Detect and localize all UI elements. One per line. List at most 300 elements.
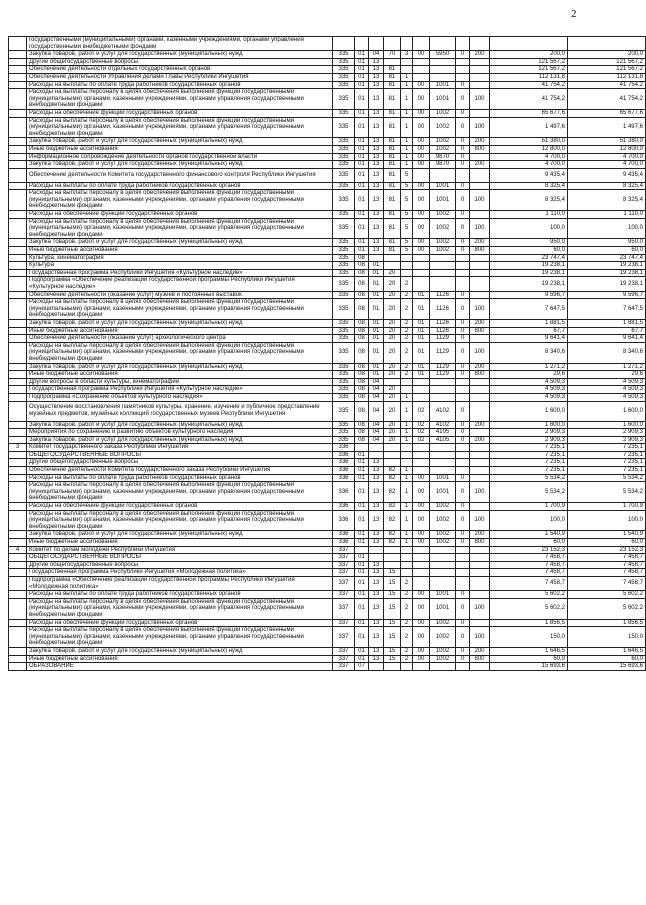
code-section: 01 xyxy=(355,655,369,663)
code-event: 02 xyxy=(413,401,430,421)
row-number xyxy=(9,598,27,619)
amount-year-2: 19 238,1 xyxy=(568,269,646,277)
code-direction: 1001 xyxy=(430,482,456,503)
table-row xyxy=(9,576,646,590)
code-direction: 1001 xyxy=(430,89,456,110)
code-event xyxy=(413,444,430,452)
amount-year-2: 4 509,3 xyxy=(568,378,646,386)
code-expense-type: 200 xyxy=(470,161,490,169)
code-program: 81 xyxy=(384,145,401,153)
code-suffix: 0 xyxy=(456,627,470,648)
code-ministry: 335 xyxy=(333,239,355,247)
code-suffix: 0 xyxy=(456,335,470,343)
code-direction: 4102 xyxy=(430,401,456,421)
code-program: 15 xyxy=(384,647,401,655)
code-section: 01 xyxy=(355,109,369,117)
code-expense-type xyxy=(470,269,490,277)
amount-year-2: 7 647,5 xyxy=(568,299,646,320)
code-ministry: 335 xyxy=(333,51,355,59)
code-program: 20 xyxy=(384,269,401,277)
table-row xyxy=(9,342,646,363)
row-name: Другие вопросы в области культуры, кинематографии xyxy=(27,378,333,386)
table-row xyxy=(9,262,646,270)
amount-year-1: 5 602,2 xyxy=(490,591,568,599)
code-program: 81 xyxy=(384,73,401,81)
code-section xyxy=(355,37,369,51)
code-program: 15 xyxy=(384,569,401,577)
code-section: 01 xyxy=(355,66,369,74)
row-name: Подпрограмма «Сохранение объектов культурного наследия» xyxy=(27,393,333,401)
code-expense-type xyxy=(470,182,490,190)
code-subsection: 13 xyxy=(369,109,384,117)
code-subsection: 13 xyxy=(369,561,384,569)
code-direction: 1002 xyxy=(430,117,456,138)
code-section: 01 xyxy=(355,190,369,211)
code-subsection: 13 xyxy=(369,89,384,110)
table-row xyxy=(9,58,646,66)
code-subprogram: 3 xyxy=(401,51,413,59)
code-program: 20 xyxy=(384,401,401,421)
code-event: 01 xyxy=(413,319,430,327)
code-expense-type xyxy=(470,401,490,421)
code-subsection: 13 xyxy=(369,161,384,169)
row-number xyxy=(9,663,27,671)
row-name: Закупка товаров, работ и услуг для государственных (муниципальных) нужд xyxy=(27,363,333,371)
code-event: 01 xyxy=(413,291,430,299)
code-expense-type xyxy=(470,474,490,482)
code-section: 08 xyxy=(355,262,369,270)
code-section: 08 xyxy=(355,342,369,363)
amount-year-2: 7 235,1 xyxy=(568,459,646,467)
code-suffix: 0 xyxy=(456,531,470,539)
code-ministry: 336 xyxy=(333,459,355,467)
code-program: 20 xyxy=(384,319,401,327)
code-suffix: 0 xyxy=(456,117,470,138)
code-expense-type xyxy=(470,37,490,51)
code-program: 20 xyxy=(384,393,401,401)
code-ministry: 337 xyxy=(333,554,355,562)
code-section: 01 xyxy=(355,561,369,569)
code-event xyxy=(413,37,430,51)
code-direction: 1126 xyxy=(430,319,456,327)
code-expense-type xyxy=(470,291,490,299)
code-section: 08 xyxy=(355,401,369,421)
code-subsection: 01 xyxy=(369,342,384,363)
code-subprogram xyxy=(401,569,413,577)
code-suffix xyxy=(456,277,470,291)
code-subprogram: 1 xyxy=(401,153,413,161)
row-number xyxy=(9,371,27,379)
code-expense-type xyxy=(470,546,490,554)
code-section: 07 xyxy=(355,663,369,671)
code-subsection: 01 xyxy=(369,269,384,277)
table-row xyxy=(9,109,646,117)
code-direction: 1129 xyxy=(430,371,456,379)
amount-year-1: 5 534,2 xyxy=(490,474,568,482)
row-name: Другие общегосударственные вопросы xyxy=(27,561,333,569)
row-name: Закупка товаров, работ и услуг для государственных (муниципальных) нужд xyxy=(27,531,333,539)
table-row xyxy=(9,190,646,211)
code-program: 20 xyxy=(384,386,401,394)
table-row xyxy=(9,510,646,531)
code-subsection: 04 xyxy=(369,401,384,421)
row-number xyxy=(9,37,27,51)
code-event xyxy=(413,277,430,291)
code-section: 01 xyxy=(355,598,369,619)
code-section: 08 xyxy=(355,429,369,437)
code-suffix xyxy=(456,66,470,74)
amount-year-2: 7 458,7 xyxy=(568,561,646,569)
code-suffix xyxy=(456,73,470,81)
code-direction xyxy=(430,546,456,554)
table-row xyxy=(9,482,646,503)
row-name: Расходы на выплаты по оплате труда работников государственных органов xyxy=(27,81,333,89)
code-direction: 4105 xyxy=(430,436,456,444)
code-direction xyxy=(430,444,456,452)
code-section: 01 xyxy=(355,182,369,190)
code-subprogram: 2 xyxy=(401,277,413,291)
table-row xyxy=(9,145,646,153)
code-direction xyxy=(430,451,456,459)
amount-year-1: 1 881,5 xyxy=(490,319,568,327)
row-name: государственными (муниципальными) органами, казенными учреждениями, органами управления государственными внебюджетными фондами xyxy=(27,37,333,51)
amount-year-2: 7 458,7 xyxy=(568,569,646,577)
code-event: 00 xyxy=(413,247,430,255)
code-direction: 1002 xyxy=(430,247,456,255)
amount-year-1: 15 693,6 xyxy=(490,663,568,671)
code-direction: 1126 xyxy=(430,299,456,320)
code-subsection: 01 xyxy=(369,327,384,335)
code-suffix: 0 xyxy=(456,299,470,320)
code-suffix xyxy=(456,393,470,401)
table-row xyxy=(9,531,646,539)
code-ministry: 337 xyxy=(333,598,355,619)
amount-year-1 xyxy=(490,37,568,51)
code-expense-type: 200 xyxy=(470,421,490,429)
code-subprogram: 2 xyxy=(401,576,413,590)
amount-year-1: 950,0 xyxy=(490,239,568,247)
amount-year-1: 9 641,4 xyxy=(490,335,568,343)
amount-year-2: 19 238,1 xyxy=(568,262,646,270)
code-direction xyxy=(430,269,456,277)
table-row xyxy=(9,335,646,343)
code-event: 00 xyxy=(413,474,430,482)
code-subprogram: 1 xyxy=(401,138,413,146)
code-ministry: 335 xyxy=(333,421,355,429)
code-subsection: 04 xyxy=(369,421,384,429)
code-event: 01 xyxy=(413,327,430,335)
row-number xyxy=(9,503,27,511)
code-ministry: 335 xyxy=(333,153,355,161)
code-suffix: 0 xyxy=(456,655,470,663)
code-subprogram xyxy=(401,554,413,562)
code-program xyxy=(384,254,401,262)
code-direction: 1001 xyxy=(430,598,456,619)
code-event xyxy=(413,262,430,270)
code-subprogram: 1 xyxy=(401,482,413,503)
code-suffix: 0 xyxy=(456,153,470,161)
code-subsection: 13 xyxy=(369,503,384,511)
code-ministry: 336 xyxy=(333,474,355,482)
code-program: 81 xyxy=(384,81,401,89)
amount-year-2: 200,0 xyxy=(568,51,646,59)
code-expense-type xyxy=(470,335,490,343)
code-expense-type: 800 xyxy=(470,145,490,153)
amount-year-1: 7 647,5 xyxy=(490,299,568,320)
code-program: 81 xyxy=(384,218,401,239)
amount-year-1: 8 325,4 xyxy=(490,182,568,190)
code-subsection: 01 xyxy=(369,363,384,371)
code-section: 08 xyxy=(355,421,369,429)
row-name: Обеспечение деятельности (оказание услуг) археологического центра xyxy=(27,335,333,343)
code-subsection: 13 xyxy=(369,145,384,153)
code-ministry: 335 xyxy=(333,81,355,89)
row-name: Другие общегосударственные вопросы xyxy=(27,58,333,66)
row-number xyxy=(9,89,27,110)
code-subprogram xyxy=(401,269,413,277)
code-subsection: 13 xyxy=(369,138,384,146)
code-direction: 1001 xyxy=(430,190,456,211)
code-direction xyxy=(430,386,456,394)
row-number xyxy=(9,239,27,247)
amount-year-1: 112 131,8 xyxy=(490,73,568,81)
row-name: Иные бюджетные ассигнования xyxy=(27,655,333,663)
code-ministry: 336 xyxy=(333,444,355,452)
code-suffix: 0 xyxy=(456,51,470,59)
code-program: 81 xyxy=(384,190,401,211)
amount-year-2: 9 596,7 xyxy=(568,291,646,299)
code-event: 00 xyxy=(413,218,430,239)
code-program xyxy=(384,546,401,554)
code-direction: 1002 xyxy=(430,627,456,648)
row-number xyxy=(9,161,27,169)
code-section: 01 xyxy=(355,247,369,255)
amount-year-1: 2 909,3 xyxy=(490,429,568,437)
code-event: 00 xyxy=(413,89,430,110)
amount-year-2: 60,0 xyxy=(568,247,646,255)
code-ministry: 336 xyxy=(333,451,355,459)
code-ministry: 335 xyxy=(333,269,355,277)
code-ministry: 335 xyxy=(333,327,355,335)
table-row xyxy=(9,554,646,562)
row-name: Расходы на выплаты персоналу в целях обеспечения выполнения функций государственными (муниципальными) органами, казенными учреждениями, органами управления государственными внебюджетными фондами xyxy=(27,299,333,320)
code-event xyxy=(413,58,430,66)
amount-year-1: 41 754,2 xyxy=(490,81,568,89)
row-name: ОБЩЕГОСУДАРСТВЕННЫЕ ВОПРОСЫ xyxy=(27,451,333,459)
code-direction xyxy=(430,561,456,569)
code-program: 81 xyxy=(384,247,401,255)
table-row xyxy=(9,401,646,421)
code-ministry: 335 xyxy=(333,138,355,146)
row-number xyxy=(9,378,27,386)
code-ministry: 335 xyxy=(333,145,355,153)
code-expense-type xyxy=(470,109,490,117)
amount-year-2: 2 909,3 xyxy=(568,429,646,437)
code-event xyxy=(413,467,430,475)
code-subprogram xyxy=(401,386,413,394)
amount-year-1: 7 458,7 xyxy=(490,576,568,590)
code-expense-type xyxy=(470,277,490,291)
table-row xyxy=(9,546,646,554)
row-name: Иные бюджетные ассигнования xyxy=(27,371,333,379)
amount-year-2: 41 754,2 xyxy=(568,81,646,89)
code-ministry: 337 xyxy=(333,576,355,590)
code-suffix xyxy=(456,459,470,467)
code-suffix xyxy=(456,386,470,394)
table-row xyxy=(9,319,646,327)
amount-year-1: 1 271,2 xyxy=(490,363,568,371)
page-number: 2 xyxy=(571,8,577,20)
code-direction xyxy=(430,37,456,51)
row-name: Расходы на выплаты персоналу в целях обеспечения выполнения функций государственными (муниципальными) органами, казенными учреждениями, органами управления государственными внебюджетными фондами xyxy=(27,598,333,619)
code-subsection: 04 xyxy=(369,393,384,401)
row-number xyxy=(9,539,27,547)
code-direction xyxy=(430,663,456,671)
amount-year-2: 60,0 xyxy=(568,539,646,547)
row-name: Расходы на выплаты персоналу в целях обеспечения выполнения функций государственными (муниципальными) органами, казенными учреждениями, органами управления государственными внебюджетными фондами xyxy=(27,342,333,363)
table-row xyxy=(9,655,646,663)
code-section: 01 xyxy=(355,627,369,648)
amount-year-2: 9 641,4 xyxy=(568,335,646,343)
code-subprogram: 5 xyxy=(401,190,413,211)
code-direction: 1002 xyxy=(430,655,456,663)
code-suffix: 0 xyxy=(456,371,470,379)
amount-year-1: 60,0 xyxy=(490,539,568,547)
row-name: Осуществление восстановления памятников культуры, хранение, изучение и публичное представление музейных предметов, музейных коллекций государственных музеев Республики Ингушетия xyxy=(27,401,333,421)
code-suffix: 0 xyxy=(456,145,470,153)
code-suffix xyxy=(456,262,470,270)
code-event xyxy=(413,73,430,81)
code-section: 01 xyxy=(355,531,369,539)
code-program: 20 xyxy=(384,421,401,429)
code-subsection: 13 xyxy=(369,73,384,81)
code-suffix: 0 xyxy=(456,401,470,421)
code-ministry: 335 xyxy=(333,182,355,190)
code-subsection: 13 xyxy=(369,655,384,663)
code-ministry: 335 xyxy=(333,211,355,219)
row-name: Закупка товаров, работ и услуг для государственных (муниципальных) нужд xyxy=(27,647,333,655)
code-program xyxy=(384,663,401,671)
code-event: 00 xyxy=(413,211,430,219)
row-number xyxy=(9,117,27,138)
row-name: Закупка товаров, работ и услуг для государственных (муниципальных) нужд xyxy=(27,161,333,169)
row-number xyxy=(9,554,27,562)
table-row xyxy=(9,459,646,467)
code-program: 82 xyxy=(384,482,401,503)
amount-year-2: 1 881,5 xyxy=(568,319,646,327)
code-suffix: 0 xyxy=(456,619,470,627)
code-ministry: 335 xyxy=(333,342,355,363)
code-direction: 1002 xyxy=(430,138,456,146)
code-event: 00 xyxy=(413,619,430,627)
code-event xyxy=(413,546,430,554)
amount-year-1: 19 238,1 xyxy=(490,269,568,277)
row-number xyxy=(9,218,27,239)
code-direction xyxy=(430,73,456,81)
code-section: 01 xyxy=(355,591,369,599)
code-direction: 1002 xyxy=(430,539,456,547)
code-expense-type: 800 xyxy=(470,655,490,663)
code-program xyxy=(384,37,401,51)
code-direction: 1129 xyxy=(430,335,456,343)
code-subprogram: 5 xyxy=(401,247,413,255)
amount-year-2: 950,0 xyxy=(568,239,646,247)
row-number xyxy=(9,269,27,277)
code-direction: 4102 xyxy=(430,421,456,429)
amount-year-2: 1 700,9 xyxy=(568,503,646,511)
amount-year-2: 150,0 xyxy=(568,627,646,648)
code-subprogram: 2 xyxy=(401,598,413,619)
code-subsection: 01 xyxy=(369,371,384,379)
row-name: Иные бюджетные ассигнования xyxy=(27,247,333,255)
code-event: 00 xyxy=(413,145,430,153)
code-direction: 1126 xyxy=(430,327,456,335)
amount-year-1: 19 238,1 xyxy=(490,262,568,270)
code-section: 01 xyxy=(355,117,369,138)
code-suffix xyxy=(456,663,470,671)
code-subsection: 13 xyxy=(369,190,384,211)
code-direction: 1001 xyxy=(430,81,456,89)
code-section: 01 xyxy=(355,451,369,459)
code-event: 00 xyxy=(413,503,430,511)
code-event xyxy=(413,386,430,394)
code-event: 02 xyxy=(413,429,430,437)
amount-year-2: 1 600,0 xyxy=(568,401,646,421)
amount-year-2: 12 800,0 xyxy=(568,145,646,153)
code-program: 82 xyxy=(384,474,401,482)
code-subprogram xyxy=(401,451,413,459)
table-row xyxy=(9,66,646,74)
code-subprogram xyxy=(401,66,413,74)
code-expense-type: 200 xyxy=(470,239,490,247)
row-number xyxy=(9,81,27,89)
amount-year-2: 19 238,1 xyxy=(568,277,646,291)
code-event xyxy=(413,254,430,262)
row-number xyxy=(9,299,27,320)
code-subprogram xyxy=(401,254,413,262)
code-direction: 1001 xyxy=(430,474,456,482)
row-number xyxy=(9,510,27,531)
code-expense-type xyxy=(470,569,490,577)
row-number xyxy=(9,627,27,648)
code-subprogram: 5 xyxy=(401,218,413,239)
code-event: 00 xyxy=(413,81,430,89)
code-direction: 1002 xyxy=(430,239,456,247)
amount-year-2: 1 110,0 xyxy=(568,211,646,219)
code-direction: 1002 xyxy=(430,218,456,239)
code-section: 01 xyxy=(355,459,369,467)
code-subprogram: 1 xyxy=(401,531,413,539)
code-section: 08 xyxy=(355,371,369,379)
code-subprogram: 5 xyxy=(401,239,413,247)
row-number xyxy=(9,576,27,590)
code-event: 00 xyxy=(413,482,430,503)
code-event: 00 xyxy=(413,239,430,247)
code-subprogram: 2 xyxy=(401,327,413,335)
table-row xyxy=(9,117,646,138)
code-expense-type xyxy=(470,459,490,467)
code-suffix: 0 xyxy=(456,319,470,327)
table-row xyxy=(9,218,646,239)
table-row xyxy=(9,277,646,291)
amount-year-1: 4 509,3 xyxy=(490,393,568,401)
code-ministry: 336 xyxy=(333,510,355,531)
table-row xyxy=(9,619,646,627)
table-row xyxy=(9,254,646,262)
code-subsection: 13 xyxy=(369,510,384,531)
code-subsection xyxy=(369,451,384,459)
code-section: 01 xyxy=(355,647,369,655)
